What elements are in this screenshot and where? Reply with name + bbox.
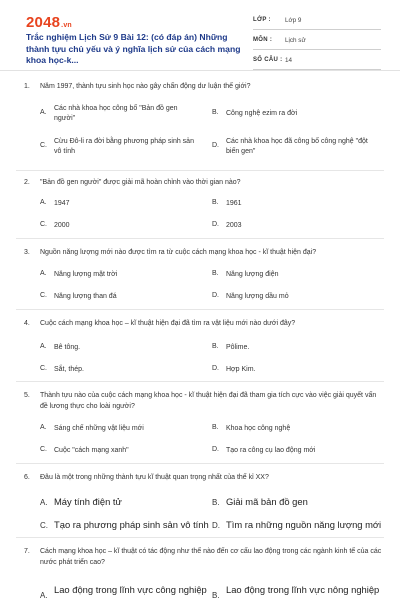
question-number: 3. bbox=[24, 249, 30, 256]
option-letter: A. bbox=[40, 498, 48, 507]
option-letter: A. bbox=[40, 270, 47, 277]
option-text: 1961 bbox=[226, 200, 242, 207]
option-text: Lao động trong lĩnh vực nông nghiệp bbox=[226, 584, 380, 595]
question-number: 4. bbox=[24, 320, 30, 327]
logo-suffix: .vn bbox=[61, 22, 72, 29]
option-letter: B. bbox=[212, 424, 219, 431]
option-letter: B. bbox=[212, 343, 219, 350]
question-text: Thành tựu nào của cuộc cách mạng khoa học - kĩ thuật hiện đại đã tham gia tích cực vào việc giải quyết vấn đề lương thực cho loài người? bbox=[40, 392, 377, 410]
option-text: Năng lượng mặt trời bbox=[54, 271, 118, 278]
page-title: Trắc nghiệm Lịch Sử 9 Bài 12: (có đáp án) Những thành tựu chủ yếu và ý nghĩa lịch sử của cách mạng khoa học-k... bbox=[26, 32, 241, 65]
option-letter: C. bbox=[40, 221, 47, 228]
option-text: Các nhà khoa học công bố "Bản đồ gen người" bbox=[54, 105, 178, 122]
option-letter: C. bbox=[40, 446, 47, 453]
option-text: Sáng chế những vật liệu mới bbox=[54, 425, 144, 432]
option-text: Tạo ra phương pháp sinh sản vô tính bbox=[54, 519, 209, 530]
question-text: Đâu là một trong những thành tựu kĩ thuật quan trọng nhất của thế kỉ XX? bbox=[40, 474, 269, 481]
meta-box bbox=[253, 14, 381, 74]
option-letter: B. bbox=[212, 498, 220, 507]
option-text: Tìm ra những nguồn năng lượng mới bbox=[226, 519, 382, 530]
option-letter: D. bbox=[212, 446, 219, 453]
option-text: Năng lượng than đá bbox=[54, 293, 117, 300]
option-text: Năng lượng điện bbox=[226, 271, 279, 278]
option-letter: A. bbox=[40, 109, 47, 116]
option-text: Sắt, thép. bbox=[54, 366, 84, 373]
option-letter: C. bbox=[40, 521, 48, 530]
question-text: "Bản đồ gen người" được giải mã hoàn chỉnh vào thời gian nào? bbox=[40, 179, 241, 186]
question-number: 6. bbox=[24, 474, 30, 481]
question-number: 5. bbox=[24, 392, 30, 399]
question-number: 2. bbox=[24, 179, 30, 186]
meta-row-count bbox=[253, 54, 381, 70]
option-text: Hợp Kim. bbox=[226, 366, 256, 373]
question-divider bbox=[16, 537, 384, 538]
question-text: Nguồn năng lượng mới nào được tìm ra từ cuộc cách mạng khoa học - kĩ thuật hiện đại? bbox=[40, 249, 317, 256]
meta-row-subject bbox=[253, 34, 381, 50]
header-divider bbox=[0, 70, 400, 71]
option-text: Giải mã bản đồ gen bbox=[226, 496, 308, 507]
meta-row-grade bbox=[253, 14, 381, 30]
question-divider bbox=[16, 170, 384, 171]
option-text: Máy tính điện tử bbox=[54, 496, 122, 507]
option-letter: B. bbox=[212, 199, 219, 206]
option-letter: B. bbox=[212, 109, 219, 116]
site-logo[interactable] bbox=[26, 14, 72, 31]
meta-value: Lớp 9 bbox=[285, 17, 302, 24]
option-text: 1947 bbox=[54, 200, 70, 207]
option-text: Lao động trong lĩnh vực công nghiệp bbox=[54, 584, 207, 595]
option-text: Khoa học công nghệ bbox=[226, 425, 291, 432]
question-number: 1. bbox=[24, 83, 30, 90]
meta-key: MÔN : bbox=[253, 37, 273, 43]
option-text: 2000 bbox=[54, 222, 70, 229]
logo-text: 2048 bbox=[26, 14, 61, 31]
option-letter: D. bbox=[212, 221, 219, 228]
header bbox=[0, 0, 400, 66]
option-text: Các nhà khoa học đã công bố công nghệ "đột biến gen" bbox=[226, 138, 368, 155]
option-text: Tạo ra công cụ lao động mới bbox=[226, 447, 316, 454]
option-text: 2003 bbox=[226, 222, 242, 229]
question-divider bbox=[16, 238, 384, 239]
option-letter: D. bbox=[212, 292, 219, 299]
question-number: 7. bbox=[24, 548, 30, 555]
option-letter: D. bbox=[212, 521, 220, 530]
option-text: Cừu Đô-li ra đời bằng phương pháp sinh sản vô tính bbox=[54, 138, 194, 155]
question-divider bbox=[16, 463, 384, 464]
question-divider bbox=[16, 381, 384, 382]
option-text: Cuộc "cách mạng xanh" bbox=[54, 447, 129, 454]
option-text: Năng lượng dầu mỏ bbox=[226, 293, 289, 300]
option-letter: B. bbox=[212, 591, 220, 600]
option-letter: A. bbox=[40, 343, 47, 350]
question-divider bbox=[16, 309, 384, 310]
option-text: Công nghệ ezim ra đời bbox=[226, 110, 298, 117]
meta-value: 14 bbox=[285, 57, 293, 64]
option-letter: B. bbox=[212, 270, 219, 277]
meta-key: SỐ CÂU : bbox=[253, 57, 283, 63]
option-letter: C. bbox=[40, 292, 47, 299]
meta-key: LỚP : bbox=[253, 17, 271, 23]
option-letter: C. bbox=[40, 142, 47, 149]
option-letter: A. bbox=[40, 591, 48, 600]
meta-value: Lịch sử bbox=[285, 37, 306, 44]
option-letter: A. bbox=[40, 199, 47, 206]
option-text: Bê tông. bbox=[54, 344, 81, 351]
question-text: Cách mạng khoa học – kĩ thuật có tác động như thế nào đến cơ cấu lao động trong các ngành kinh tế của các nước phát triển cao? bbox=[40, 548, 382, 566]
option-letter: C. bbox=[40, 365, 47, 372]
option-text: Pôlime. bbox=[226, 344, 250, 351]
question-text: Năm 1997, thành tựu sinh học nào gây chấn động dư luận thế giới? bbox=[40, 83, 251, 90]
option-letter: D. bbox=[212, 142, 219, 149]
option-letter: A. bbox=[40, 424, 47, 431]
option-letter: D. bbox=[212, 365, 219, 372]
question-text: Cuộc cách mạng khoa học – kĩ thuật hiện đại đã tìm ra vật liệu mới nào dưới đây? bbox=[40, 320, 296, 327]
